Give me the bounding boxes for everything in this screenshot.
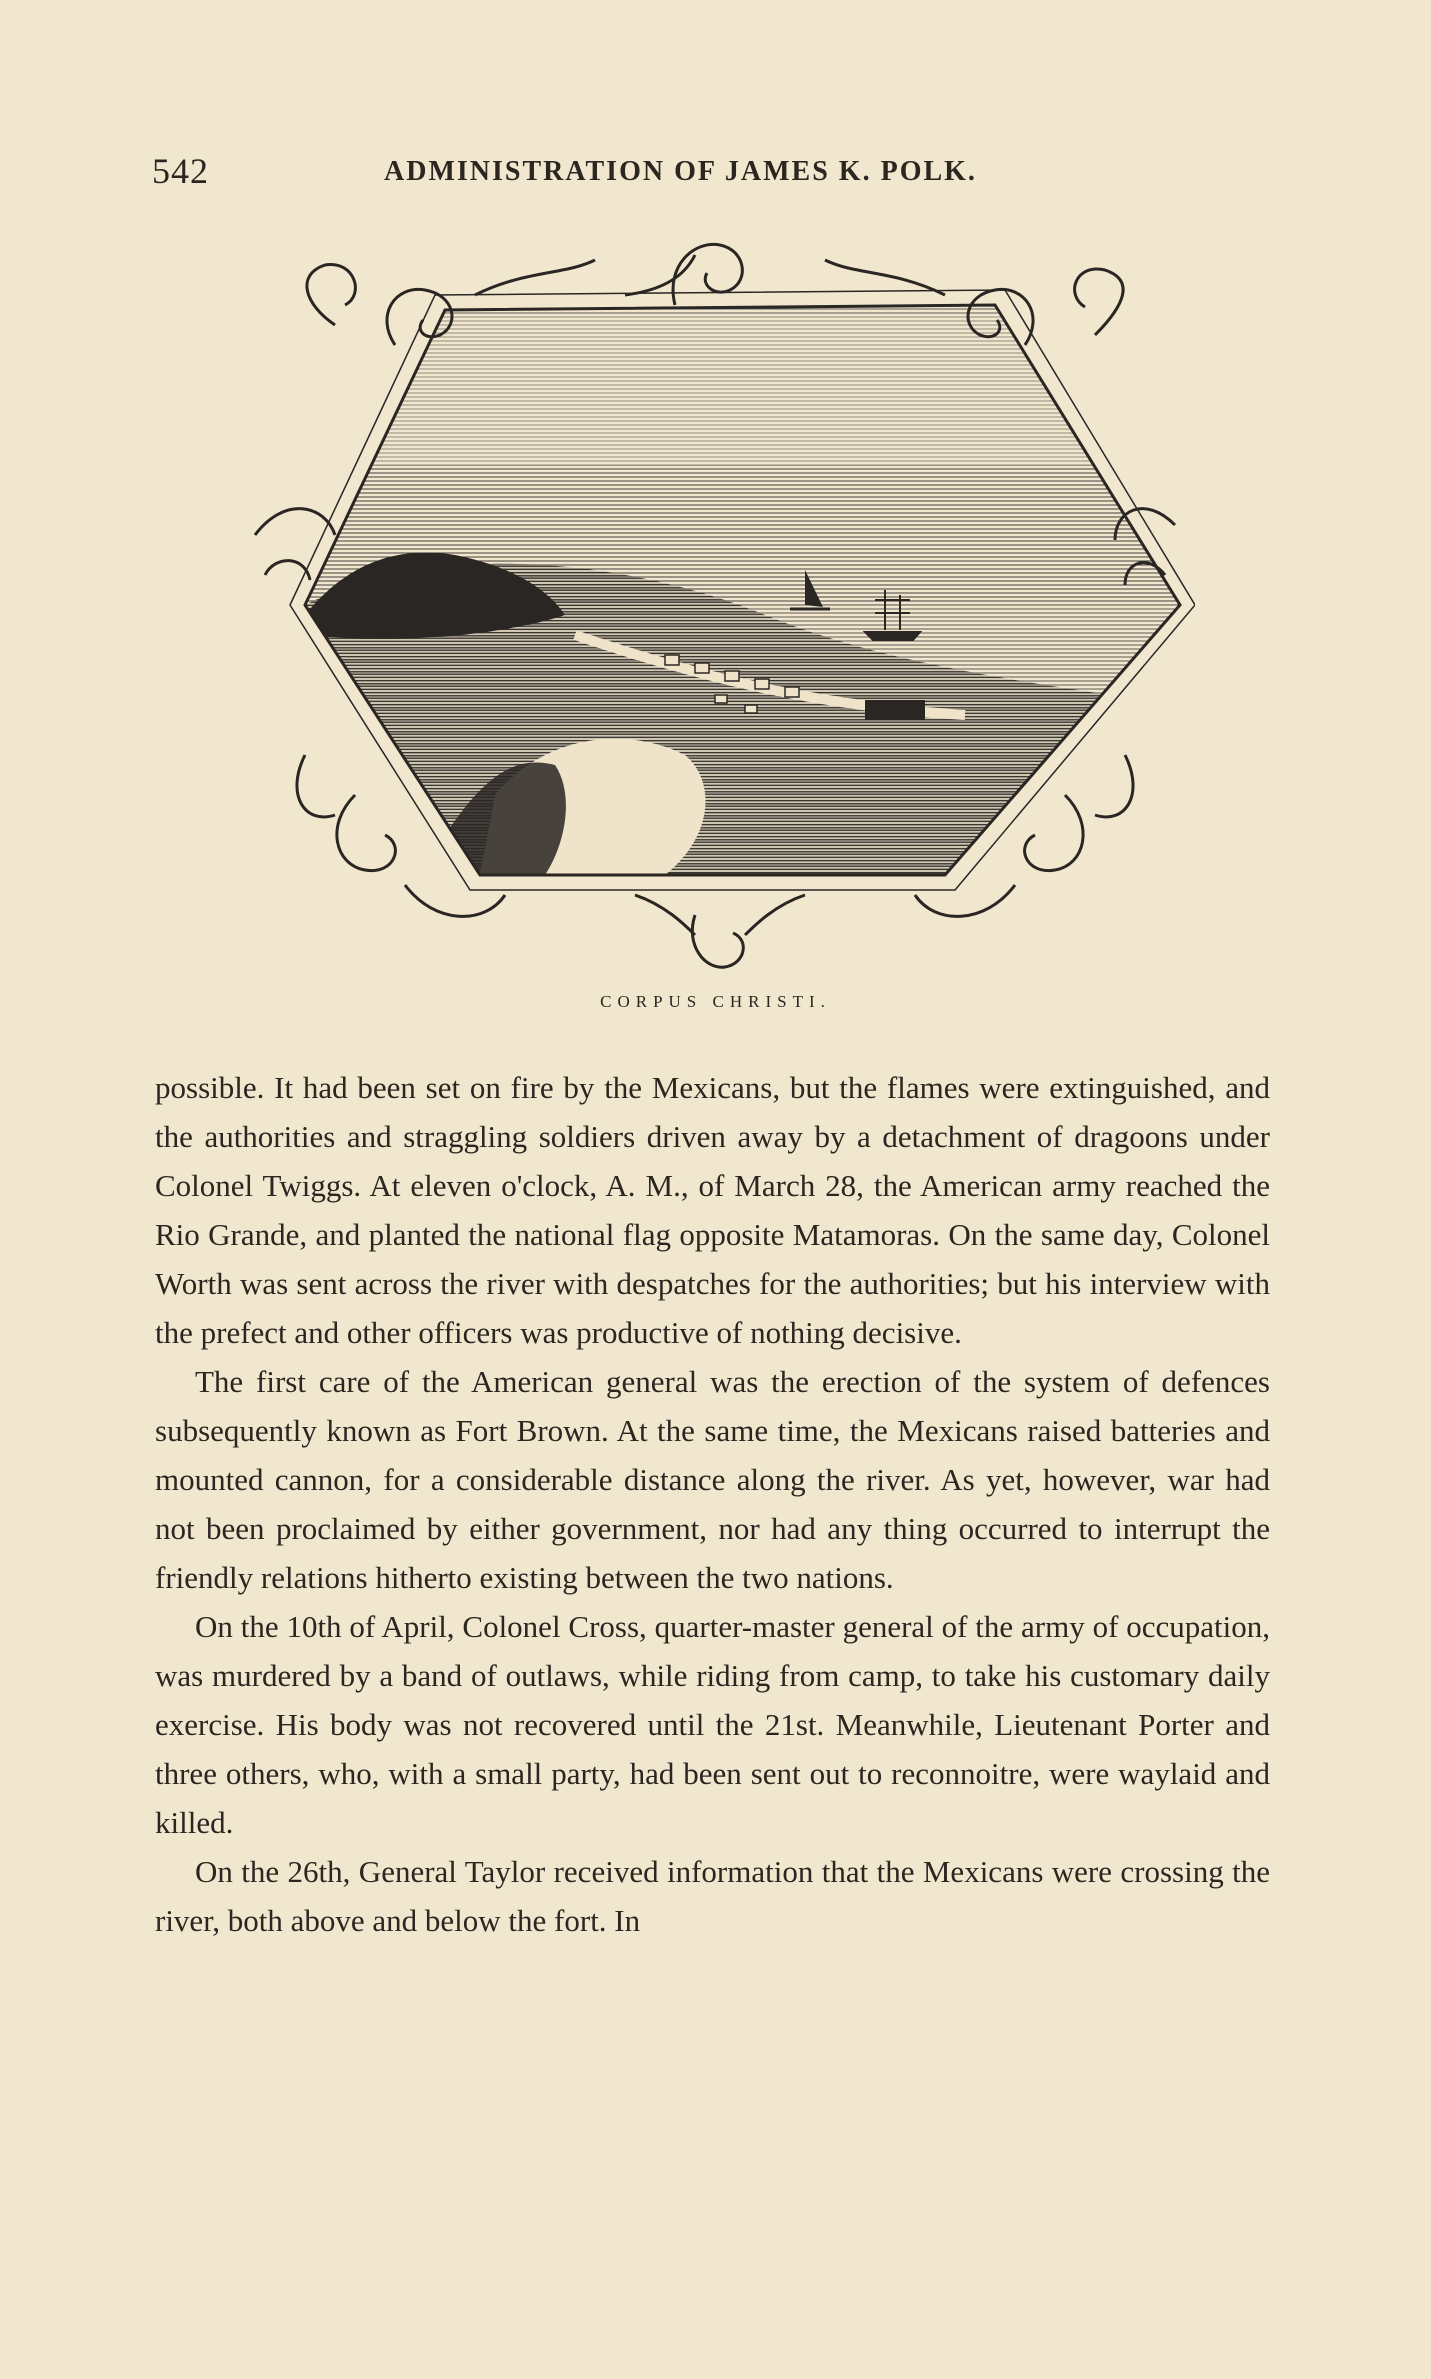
page-number: 542: [152, 151, 209, 191]
paragraph: possible. It had been set on fire by the Mexicans, but the flames were extinguished, and the authorities and straggling soldiers driven away by a detachment of dragoons under Colonel Twiggs. At eleven o'clock, A. M., of March 28, the American army reached the Rio Grande, and planted the national flag opposite Matamoras. On the same day, Colonel Worth was sent across the river with despatches for the authorities; but his interview with the prefect and other officers was productive of nothing decisive.: [155, 1070, 1270, 1350]
page-header: [152, 150, 1272, 200]
engraving-illustration: [245, 235, 1195, 975]
engraving-artwork: [245, 235, 1195, 975]
paragraph: On the 26th, General Taylor received information that the Mexicans were crossing the river, both above and below the fort. In: [155, 1854, 1270, 1938]
body-text: [155, 1063, 1270, 1945]
illustration-caption: CORPUS CHRISTI.: [600, 992, 831, 1011]
paragraph: On the 10th of April, Colonel Cross, quarter-master general of the army of occupation, was murdered by a band of outlaws, while riding from camp, to take his customary daily exercise. His body was not recovered until the 21st. Meanwhile, Lieutenant Porter and three others, who, with a small party, had been sent out to reconnoitre, were waylaid and killed.: [155, 1609, 1270, 1840]
paragraph: The first care of the American general was the erection of the system of defences subsequently known as Fort Brown. At the same time, the Mexicans raised batteries and mounted cannon, for a considerable distance along the river. As yet, however, war had not been proclaimed by either government, nor had any thing occurred to interrupt the friendly relations hitherto existing between the two nations.: [155, 1364, 1270, 1595]
running-head: ADMINISTRATION OF JAMES K. POLK.: [384, 156, 977, 187]
